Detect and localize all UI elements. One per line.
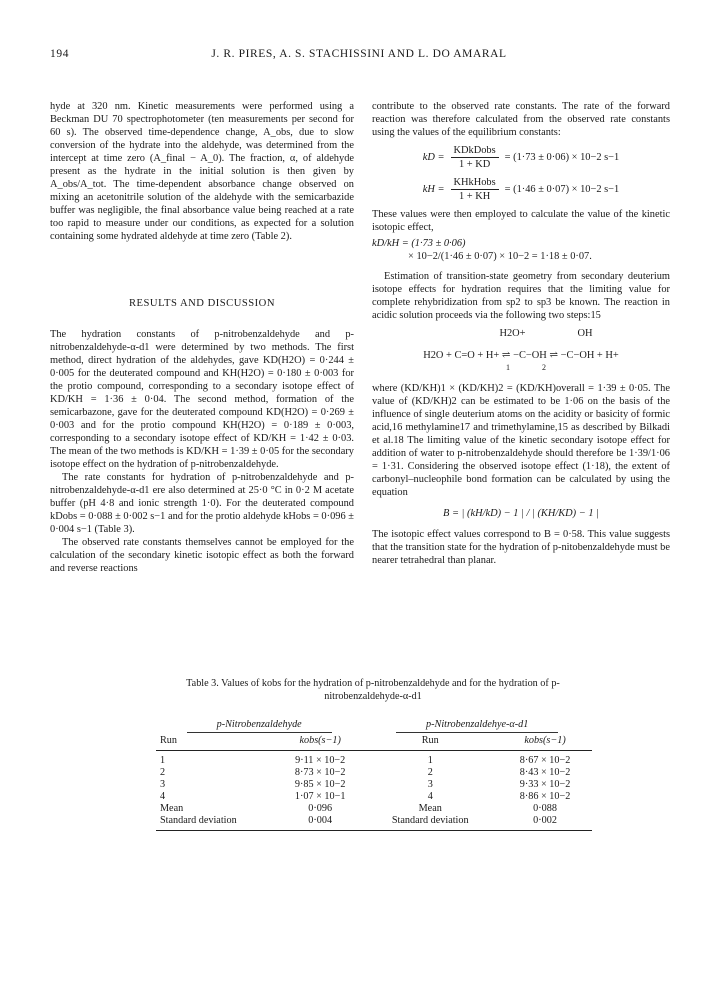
table-cell: 8·67 × 10−2 [519,755,571,766]
table-cell: 8·43 × 10−2 [519,767,571,778]
table-cell: 4 [160,791,166,802]
table-cell: 9·33 × 10−2 [519,779,571,790]
table-cell: 4 [427,791,433,802]
equation-ratio-line-2: × 10−2/(1·46 ± 0·07) × 10−2 = 1·18 ± 0·07. [408,251,592,263]
table-caption: Table 3. Values of kobs for the hydration of p-nitrobenzaldehyde and for the hydration of p-nitrobenzaldehyde-α-d1 [186,678,560,702]
equation-lhs: kH = [422,184,445,196]
table-cell: 2 [160,767,166,778]
column-header: kobs(s−1) [498,735,592,751]
table-cell: Standard deviation [362,815,498,831]
paragraph: These values were then employed to calculate the value of the kinetic isotopic effect, [372,209,670,234]
table-row [156,779,592,791]
paragraph: The observed rate constants themselves cannot be employed for the calculation of the secondary kinetic isotopic effect as both the forward and reverse reactions [50,537,354,575]
group-header-label: p-Nitrobenzaldehyde [187,719,332,733]
section-heading: RESULTS AND DISCUSSION [128,297,275,309]
paragraph: hyde at 320 nm. Kinetic measurements were performed using a Beckman DU 70 spectrophotometer (ten measurements per second for 60 s). The observed time-dependence change, A_obs, due to slow conversion of the hydrate into the aldehyde, was determined from the intercept at time zero (A_final − A_0). The fraction, α, of aldehyde present as the hydrate in the initial solution is then given by A_obs/A_tot. The time-dependent absorbance change observed on mixing an acetonitrile solution of the aldehyde with the semicarbazide buffer was negligible, the final absorbance value being reached at a rate too rapid to measure under our conditions, as expected for a solution containing some hydrated aldehyde at time zero (Table 2). [50,101,354,243]
right-column [372,100,670,567]
group-header [156,714,362,735]
running-header-authors: J. R. PIRES, A. S. STACHISSINI AND L. DO AMARAL [211,48,507,60]
table-cell: 8·86 × 10−2 [519,791,571,802]
table-group-header-row [156,714,592,735]
equation-b: B = | (kH/kD) − 1 | / | (KH/KD) − 1 | [443,508,599,520]
table-cell: 0·002 [498,815,592,831]
table-row [156,751,592,768]
table-cell: 0·004 [278,815,362,831]
fraction-numerator: KDkDobs [451,144,499,158]
table-cell: 1 [427,755,433,766]
reaction-scheme [372,328,670,374]
paragraph: The hydration constants of p-nitrobenzaldehyde and p-nitrobenzaldehyde-α-d1 were determined by two methods. The first method, direct hydration of the aldehydes, gave KD(H2O) = 0·244 ± 0·005 for the deuterated compound and KH(H2O) = 0·180 ± 0·003 for the protio compound, corresponding to a secondary isotope effect of KD/KH = 1·36 ± 0·04. The second method, formation of the semicarbazone, gave for the deuterated compound KD(H2O) = 0·269 ± 0·003 and for the protio compound KH(H2O) = 0·189 ± 0·003, corresponding to a secondary isotope effect of KD/KH = 1·42 ± 0·03. The mean of the two methods is KD/KH = 1·39 ± 0·05 for the secondary isotope effect on the hydration of p-nitrobenzaldehyde. [50,328,354,471]
group-header [362,714,592,735]
equation-rhs: = (1·73 ± 0·06) × 10−2 s−1 [504,152,620,164]
column-header: kobs(s−1) [278,735,362,751]
table-cell: 9·11 × 10−2 [295,755,346,766]
equation-fraction [451,176,499,203]
reaction-step-numbers: 1 2 [506,362,546,372]
data-table [156,714,592,831]
equation-fraction [451,144,499,171]
reaction-top-labels: H2O+ OH [499,327,593,339]
left-column [50,100,354,575]
paragraph: Estimation of transition-state geometry from secondary deuterium isotope effects for hydration requires that the limiting value for complete rehybridization from sp2 to sp3 be known. The reaction in acidic solution proceeds via the following two steps:15 [372,270,670,321]
fraction-numerator: KHkHobs [451,176,499,190]
table-header-row [156,735,592,751]
group-header-label: p-Nitrobenzaldehye-α-d1 [396,719,558,733]
table-cell: 0·096 [308,803,333,814]
table-cell: 8·73 × 10−2 [294,767,346,778]
column-header: Run [156,735,278,751]
page-number: 194 [50,48,70,60]
table-cell: 2 [427,767,433,778]
equation-kd [372,144,670,171]
paragraph: contribute to the observed rate constants. The rate of the forward reaction was therefore calculated from the observed rate constants using the values of the equilibrium constants: [372,101,670,139]
paragraph: The rate constants for hydration of p-nitrobenzaldehyde and p-nitrobenzaldehyde-α-d1 ere also determined at 25·0 °C in 0·2 M acetate buffer (pH 4·8 and ionic strength 1·0). For the deuterated compound kDobs = 0·088 ± 0·002 s−1 and for the protio aldehyde kHobs = 0·096 ± 0·004 s−1 (Table 3). [50,472,354,536]
paragraph: where (KD/KH)1 × (KD/KH)2 = (KD/KH)overall = 1·39 ± 0·05. The value of (KD/KH)2 can be estimated to be 1·06 on the basis of the influence of single deuterium atoms on the acidity or basicity of formic acid,16 methylamine17 and trimethylamine,15 as described by Bilkadi et al.18 The limiting value of the kinetic secondary isotope effect for addition of water to p-nitrobenzaldehyde should therefore be 1·39/1·06 = 1·31. Considering the observed isotope effect (1·18), the extent of carbonyl–nucleophile bond formation can be calculated by using the equation [372,382,670,499]
table-cell: 0·088 [533,803,557,814]
table-cell: Mean [418,803,442,814]
table-cell: 3 [160,779,166,790]
fraction-denominator: 1 + KD [458,159,491,171]
column-header: Run [362,735,498,751]
equation-rhs: = (1·46 ± 0·07) × 10−2 s−1 [504,184,620,196]
table-row [156,767,592,779]
table-row [156,815,592,831]
paragraph: The isotopic effect values correspond to B = 0·58. This value suggests that the transition state for the hydration of p-nitobenzaldehyde must be nearer tetrahedral than planar. [372,529,670,567]
table-cell: 9·85 × 10−2 [294,779,346,790]
table-cell: Standard deviation [156,815,278,831]
table-row [156,791,592,803]
table-body [156,751,592,831]
equation-kh [372,176,670,203]
table-cell: 3 [427,779,433,790]
table-cell: 1·07 × 10−1 [294,791,346,802]
equation-ratio-line-1: kD/kH = (1·73 ± 0·06) [372,238,466,250]
table-cell: 1 [160,755,166,766]
fraction-denominator: 1 + KH [458,191,491,203]
table-cell: Mean [160,803,184,814]
reaction-equation: H2O + C=O + H+ ⇌ −C−OH ⇌ −C−OH + H+ [423,349,619,361]
equation-lhs: kD = [422,152,445,164]
table-row [156,803,592,815]
running-header [50,48,668,66]
